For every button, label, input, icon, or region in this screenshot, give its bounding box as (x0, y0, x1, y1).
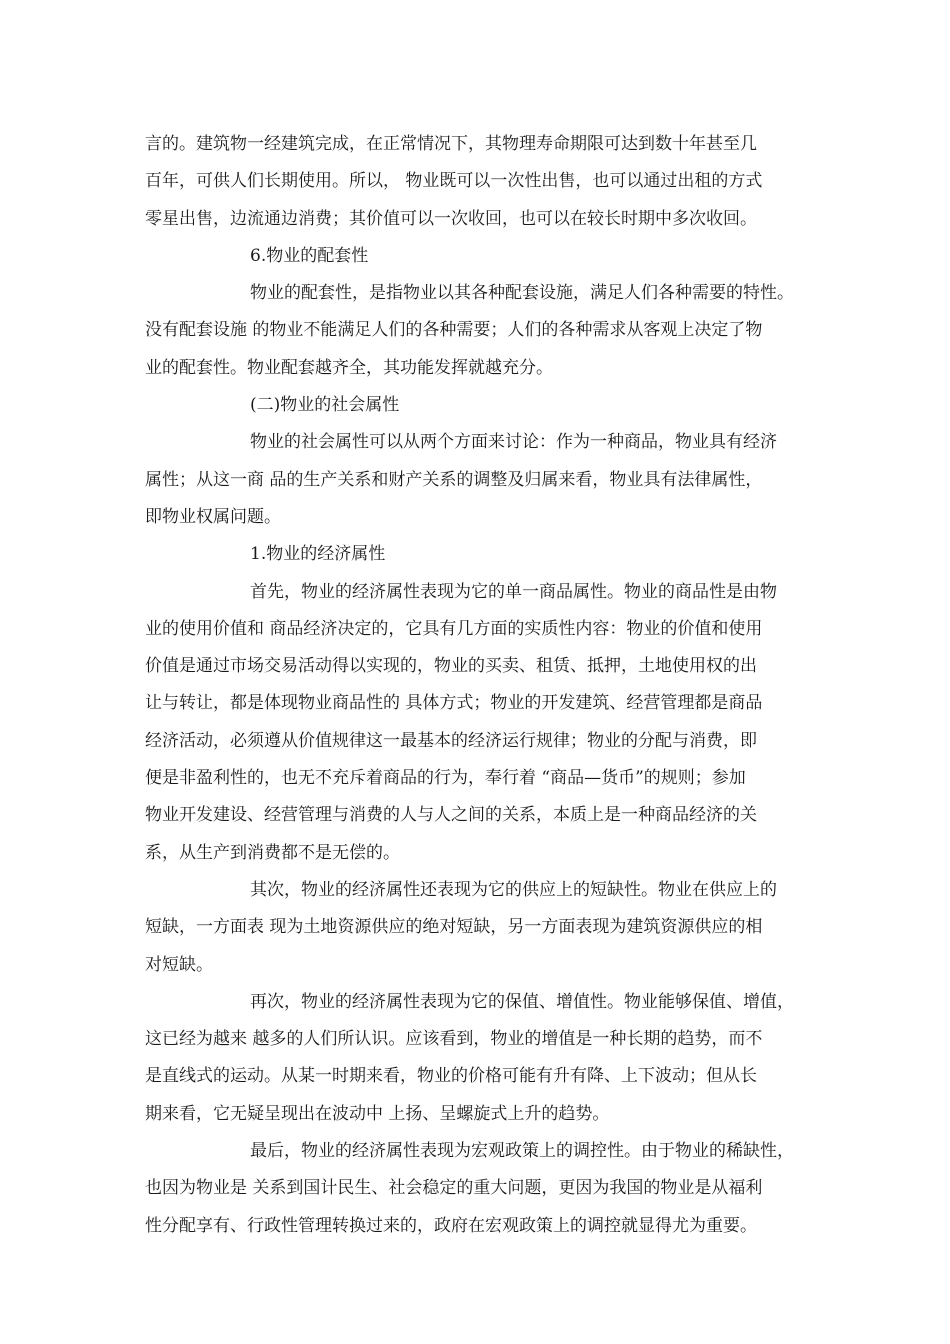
text-line: 便是非盈利性的，也无不充斥着商品的行为，奉行着 “商品—货币”的规则；参加 (145, 768, 746, 789)
document-body (145, 126, 845, 1245)
text-line: 这已经为越来 越多的人们所认识。应该看到，物业的增值是一种长期的趋势，而不 (145, 1029, 763, 1050)
text-line: 物业的社会属性可以从两个方面来讨论：作为一种商品，物业具有经济 (250, 432, 777, 453)
text-line: 价值是通过市场交易活动得以实现的，物业的买卖、租赁、抵押，土地使用权的出 (145, 656, 757, 677)
text-line: 1.物业的经济属性 (250, 544, 386, 565)
text-line: 其次，物业的经济属性还表现为它的供应上的短缺性。物业在供应上的 (250, 879, 777, 900)
text-line: (二)物业的社会属性 (250, 395, 400, 416)
text-line: 业的使用价值和 商品经济决定的，它具有几方面的实质性内容：物业的价值和使用 (145, 618, 763, 639)
text-line: 百年，可供人们长期使用。所以， 物业既可以一次性出售，也可以通过出租的方式 (145, 171, 763, 192)
text-line: 最后，物业的经济属性表现为宏观政策上的调控性。由于物业的稀缺性， (250, 1141, 794, 1162)
text-line: 也因为物业是 关系到国计民生、社会稳定的重大问题，更因为我国的物业是从福利 (145, 1178, 763, 1199)
text-line: 6.物业的配套性 (250, 245, 369, 266)
text-line: 经济活动，必须遵从价值规律这一最基本的经济运行规律；物业的分配与消费，即 (145, 730, 757, 751)
text-line: 属性；从这一商 品的生产关系和财产关系的调整及归属来看，物业具有法律属性， (145, 469, 763, 490)
text-line: 再次，物业的经济属性表现为它的保值、增值性。物业能够保值、增值， (250, 991, 794, 1012)
text-line: 物业开发建设、经营管理与消费的人与人之间的关系，本质上是一种商品经济的关 (145, 805, 757, 826)
text-line: 短缺，一方面表 现为土地资源供应的绝对短缺，另一方面表现为建筑资源供应的相 (145, 917, 763, 938)
text-line: 业的配套性。物业配套越齐全，其功能发挥就越充分。 (145, 357, 553, 378)
text-line: 期来看，它无疑呈现出在波动中 上扬、呈螺旋式上升的趋势。 (145, 1103, 610, 1124)
text-line: 即物业权属问题。 (145, 506, 281, 527)
text-line: 让与转让，都是体现物业商品性的 具体方式；物业的开发建筑、经营管理都是商品 (145, 693, 763, 714)
text-line: 没有配套设施 的物业不能满足人们的各种需要；人们的各种需求从客观上决定了物 (145, 320, 763, 341)
text-line: 是直线式的运动。从某一时期来看，物业的价格可能有升有降、上下波动；但从长 (145, 1066, 757, 1087)
text-line: 对短缺。 (145, 954, 213, 975)
text-line: 系，从生产到消费都不是无偿的。 (145, 842, 400, 863)
text-line: 物业的配套性，是指物业以其各种配套设施，满足人们各种需要的特性。 (250, 283, 794, 304)
text-line: 性分配享有、行政性管理转换过来的，政府在宏观政策上的调控就显得尤为重要。 (145, 1215, 757, 1236)
text-line: 零星出售，边流通边消费；其价值可以一次收回，也可以在较长时期中多次收回。 (145, 208, 757, 229)
text-line: 言的。建筑物一经建筑完成，在正常情况下，其物理寿命期限可达到数十年甚至几 (145, 134, 757, 154)
text-line: 首先，物业的经济属性表现为它的单一商品属性。物业的商品性是由物 (250, 581, 777, 602)
